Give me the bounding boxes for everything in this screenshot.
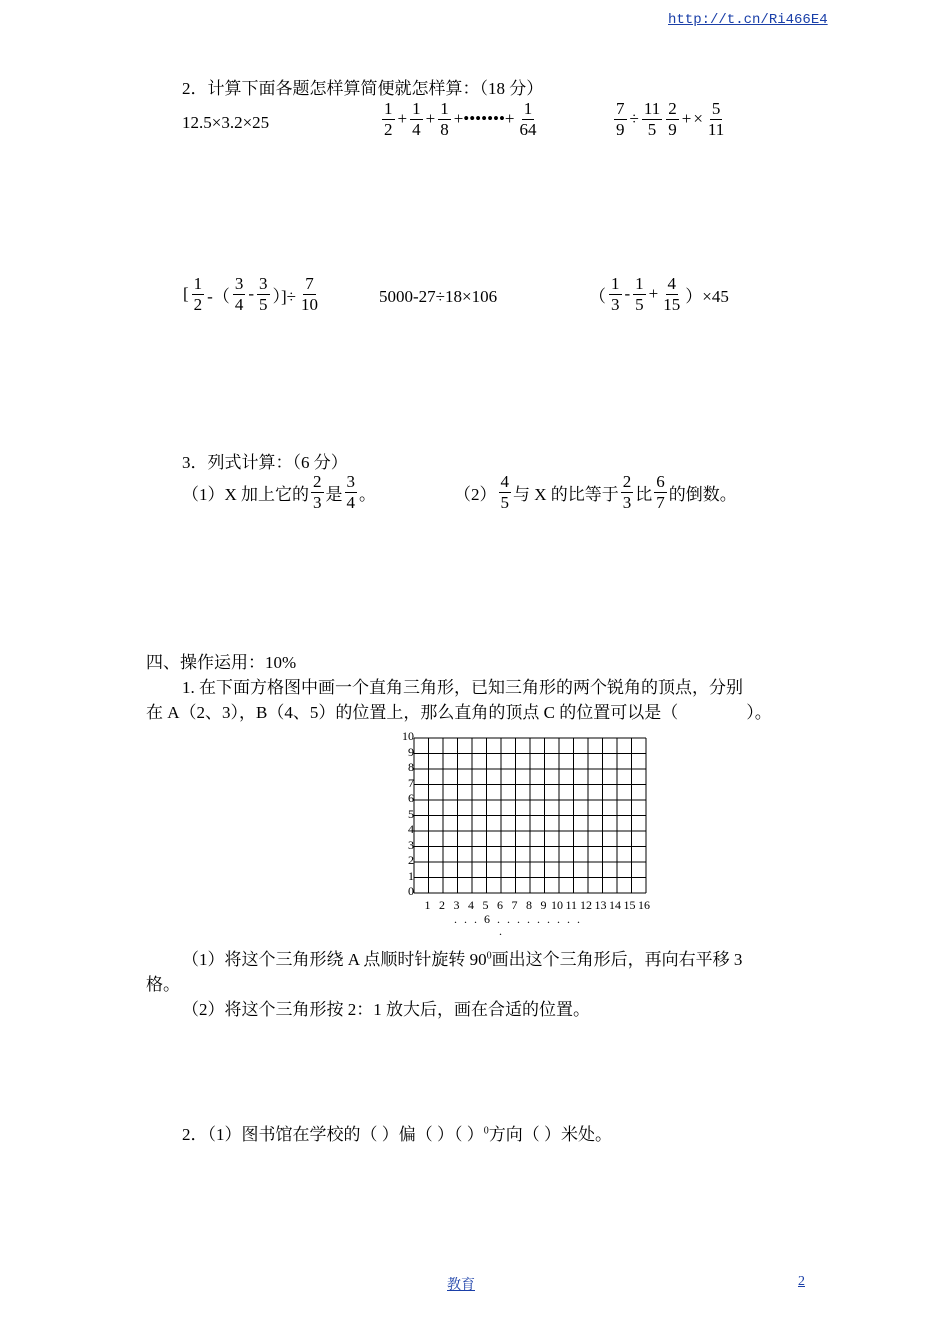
- q2-expr-4: [182, 274, 322, 314]
- fraction: $\frac{2}{9}$: [668, 99, 677, 139]
- x-axis-label: 2: [439, 898, 445, 912]
- coordinate-grid: [396, 726, 666, 936]
- section4-sub2: （2）将这个三角形按 2：1 放大后，画在合适的位置。: [182, 1000, 590, 1019]
- right-paren-times: ）×45: [685, 286, 729, 306]
- y-axis-label: 4: [408, 822, 414, 836]
- fraction: $\frac{2}{3}$: [622, 472, 632, 512]
- fraction: $\frac{4}{15}$: [663, 274, 681, 314]
- fraction: $\frac{3}{5}$: [259, 274, 268, 314]
- sub1-text: （1）将这个三角形绕 A 点顺时针旋转 90: [182, 950, 487, 969]
- q2-text: 2．（1）图书馆在学校的（ ）偏（ ）（ ）: [182, 1125, 484, 1144]
- left-paren: （: [589, 286, 606, 306]
- plus-sign: +: [425, 109, 436, 129]
- degree-sup: 0: [483, 1125, 489, 1137]
- x-axis-label: 8: [526, 898, 532, 912]
- q3-p2-text: （2）: [454, 484, 497, 504]
- y-axis-label: 2: [408, 853, 414, 867]
- fraction: $\frac{3}{4}$: [234, 274, 244, 314]
- x-axis-label: 7: [511, 898, 518, 912]
- fraction: $\frac{3}{4}$: [346, 472, 356, 512]
- q3-problem-2: [454, 472, 737, 512]
- fraction: $\frac{1}{2}$: [384, 99, 393, 139]
- q3-p2-text: 与 X 的比等于: [513, 484, 619, 504]
- q2-expr-3: [612, 99, 728, 139]
- plus-sign: +: [397, 109, 408, 129]
- fraction: $\frac{1}{64}$: [519, 99, 537, 139]
- fraction: $\frac{4}{5}$: [500, 472, 509, 512]
- q2-expr-5: 5000-27÷18×106: [379, 287, 498, 306]
- fraction: $\frac{1}{2}$: [193, 274, 203, 314]
- x-axis-label: 11: [565, 898, 578, 912]
- section4-q1-line1: 1. 在下面方格图中画一个直角三角形，已知三角形的两个锐角的顶点，分别: [182, 678, 743, 697]
- q3-p1-text: 。: [359, 484, 377, 504]
- q3-p1-text: （1）X 加上它的: [182, 484, 310, 504]
- degree-sup: 0: [486, 950, 492, 962]
- x-axis-label: 14: [609, 898, 621, 912]
- ellipsis-plus: +•••••••+: [453, 109, 515, 129]
- y-axis-label: 3: [408, 837, 414, 852]
- q3-p2-text: 比: [635, 484, 653, 504]
- q2-text-b: 方向（ ）米处。: [488, 1125, 612, 1144]
- x-axis-label: 1: [424, 898, 431, 912]
- fraction: $\frac{1}{8}$: [440, 99, 449, 139]
- plus-sign: +: [648, 284, 659, 304]
- x-axis-label: 5: [482, 898, 489, 912]
- footer-center-link[interactable]: 教育: [447, 1278, 475, 1293]
- header-url-link[interactable]: http://t.cn/Ri466E4: [668, 12, 828, 28]
- section4-sub1-line2: 格。: [146, 975, 180, 994]
- section4-sub1-line1: [182, 945, 742, 970]
- x-axis-label: 16: [638, 898, 650, 912]
- minus-paren: -（: [207, 286, 230, 306]
- q3-problem-1: [182, 472, 376, 512]
- y-axis-label: 6: [408, 791, 414, 805]
- q2-expr-6: [588, 274, 730, 314]
- fraction: $\frac{11}{5}$: [643, 99, 661, 139]
- left-bracket: [: [183, 284, 189, 304]
- x-axis-label: 12: [580, 898, 592, 912]
- y-axis-label: 10: [402, 729, 414, 743]
- x-axis-label: 10: [551, 898, 563, 912]
- y-axis-label: 0: [408, 884, 414, 898]
- x-axis-label: 9: [540, 898, 547, 912]
- q2-expr-1: 12.5×3.2×25: [182, 113, 270, 132]
- q2-title: 2．计算下面各题怎样算简便就怎样算：（18 分）: [182, 79, 544, 98]
- x-axis-label: 15: [623, 898, 636, 912]
- fraction: $\frac{1}{5}$: [635, 274, 644, 314]
- right-bracket-divide: ）]÷: [272, 286, 297, 306]
- minus-sign: -: [248, 284, 255, 304]
- fraction: $\frac{1}{4}$: [412, 99, 421, 139]
- fraction: $\frac{5}{11}$: [707, 99, 725, 139]
- q3-title: 3．列式计算：（6 分）: [182, 453, 348, 472]
- divide-sign: ÷: [629, 109, 639, 129]
- x-axis-label: 4: [468, 898, 474, 912]
- q3-p1-text: 是: [325, 484, 343, 504]
- x-axis-label: 13: [594, 898, 607, 912]
- fraction: $\frac{1}{3}$: [611, 274, 620, 314]
- section4-q1-line2: 在 A（2、3），B（4、5）的位置上，那么直角的顶点 C 的位置可以是（ ）。: [146, 703, 772, 722]
- y-axis-label: 8: [408, 760, 414, 774]
- x-axis-label: 3: [453, 898, 460, 912]
- fraction: $\frac{7}{9}$: [616, 99, 625, 139]
- minus-sign: -: [624, 284, 631, 304]
- x-axis-label: 6: [497, 898, 503, 912]
- footer-page-number: 2: [798, 1274, 805, 1289]
- y-axis-label: 1: [408, 868, 414, 883]
- fraction: $\frac{6}{7}$: [656, 472, 665, 512]
- plus-sign: +: [681, 109, 692, 129]
- y-axis-label: 5: [408, 806, 414, 821]
- q2-expr-2: [380, 99, 541, 139]
- section4-q2: [182, 1120, 612, 1145]
- q3-p2-text: 的倒数。: [668, 484, 737, 504]
- x-axis-dot: .: [499, 924, 504, 938]
- fraction: $\frac{7}{10}$: [301, 274, 319, 314]
- times-sign: ×: [693, 109, 703, 129]
- sub1-text-b: 画出这个三角形后，再向右平移 3: [491, 950, 743, 969]
- section4-title: 四、操作运用：10%: [146, 653, 297, 672]
- fraction: $\frac{2}{3}$: [313, 472, 322, 512]
- x-axis-dots: . . . 6 . . . . . . . . .: [454, 912, 582, 926]
- y-axis-label: 7: [408, 775, 414, 790]
- y-axis-label: 9: [408, 744, 414, 759]
